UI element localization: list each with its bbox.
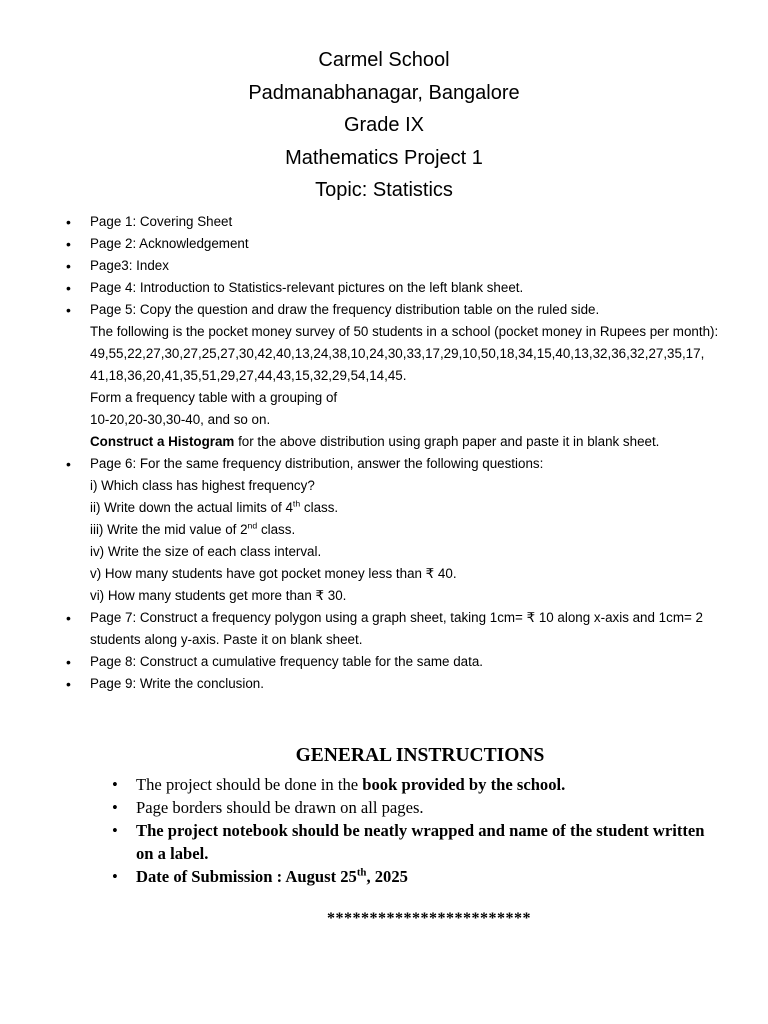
footer-stars: ************************	[327, 910, 531, 927]
list-item-page-6	[66, 453, 756, 607]
instruction-item-2	[110, 796, 710, 819]
list-item-page-2	[66, 233, 756, 255]
instruction-4-text	[136, 867, 408, 886]
question-2-end: class.	[300, 500, 339, 515]
list-item-page-1	[66, 211, 756, 233]
topic: Topic: Statistics	[315, 179, 453, 201]
frequency-table-instruction: Form a frequency table with a grouping of	[90, 390, 338, 405]
instruction-item-1	[110, 773, 710, 796]
question-3	[90, 519, 756, 541]
page-1-text: • Page 1: Covering Sheet	[90, 214, 233, 229]
question-1: i) Which class has highest frequency?	[90, 478, 315, 493]
survey-text: The following is the pocket money survey of 50 students in a school (pocket money in Rupees per month):	[90, 324, 719, 339]
submission-date-sup: th	[356, 866, 367, 879]
grade: Grade IX	[343, 114, 425, 136]
page-6-title: • Page 6: For the same frequency distribution, answer the following questions:	[90, 456, 544, 471]
histogram-instruction	[90, 431, 756, 453]
page-2-text: • Page 2: Acknowledgement	[90, 236, 249, 251]
question-4: iv) Write the size of each class interval.	[90, 544, 322, 559]
question-3-sup: nd	[247, 520, 258, 531]
list-item-page-4	[66, 277, 756, 299]
instruction-1-bold: book provided by the school.	[362, 775, 566, 794]
instruction-item-3	[110, 819, 710, 865]
instruction-item-4	[110, 865, 710, 888]
project-title: Mathematics Project 1	[285, 146, 483, 169]
submission-date-text: Date of Submission : August 25	[136, 867, 357, 886]
question-2-sup: th	[292, 498, 301, 509]
general-instructions-title: GENERAL INSTRUCTIONS	[295, 745, 545, 766]
grouping-text: 10-20,20-30,30-40, and so on.	[90, 412, 271, 427]
instruction-2-text: Page borders should be drawn on all pages.	[136, 798, 424, 817]
question-2	[90, 497, 756, 519]
list-item-page-5	[66, 299, 756, 453]
list-item-page-3	[66, 255, 756, 277]
question-3-text: iii) Write the mid value of 2	[90, 522, 248, 537]
histogram-rest-text: for the above distribution using graph paper and paste it in blank sheet.	[234, 434, 660, 449]
question-3-end: class.	[257, 522, 296, 537]
instruction-3-text: The project notebook should be neatly wrapped and name of the student written on a label.	[136, 821, 705, 863]
document-header	[0, 44, 768, 207]
survey-data-line-2: 41,18,36,20,41,35,51,29,27,44,43,15,32,29,54,14,45.	[90, 368, 407, 383]
general-instructions-list	[110, 773, 710, 888]
page-8-text: • Page 8: Construct a cumulative frequency table for the same data.	[90, 654, 484, 669]
survey-data-line-1: 49,55,22,27,30,27,25,27,30,42,40,13,24,38,10,24,30,33,17,29,10,50,18,34,15,40,13,32,36,32,27,35,17,	[90, 346, 705, 361]
page-7-text: • Page 7: Construct a frequency polygon using a graph sheet, taking 1cm= ₹ 10 along x-axis and 1cm= 2 students along y-axis. Paste it on blank sheet.	[90, 610, 703, 647]
question-6: vi) How many students get more than ₹ 30.	[90, 588, 347, 603]
school-location: Padmanabhanagar, Bangalore	[248, 81, 520, 104]
histogram-bold-text: Construct a Histogram	[90, 434, 235, 449]
list-item-page-8	[66, 651, 756, 673]
question-2-text: ii) Write down the actual limits of 4	[90, 500, 293, 515]
page-5-title: • Page 5: Copy the question and draw the frequency distribution table on the ruled side.	[90, 302, 600, 317]
school-name: Carmel School	[318, 49, 450, 71]
list-item-page-9	[66, 673, 756, 695]
page-3-text: • Page3: Index	[90, 258, 169, 273]
submission-year: , 2025	[366, 867, 408, 886]
question-5: v) How many students have got pocket money less than ₹ 40.	[90, 566, 457, 581]
instruction-1-text: The project should be done in the	[136, 775, 363, 794]
list-item-page-7	[66, 607, 756, 651]
page-4-text: • Page 4: Introduction to Statistics-relevant pictures on the left blank sheet.	[90, 280, 524, 295]
page-9-text: • Page 9: Write the conclusion.	[90, 676, 264, 691]
page-list	[66, 211, 756, 695]
